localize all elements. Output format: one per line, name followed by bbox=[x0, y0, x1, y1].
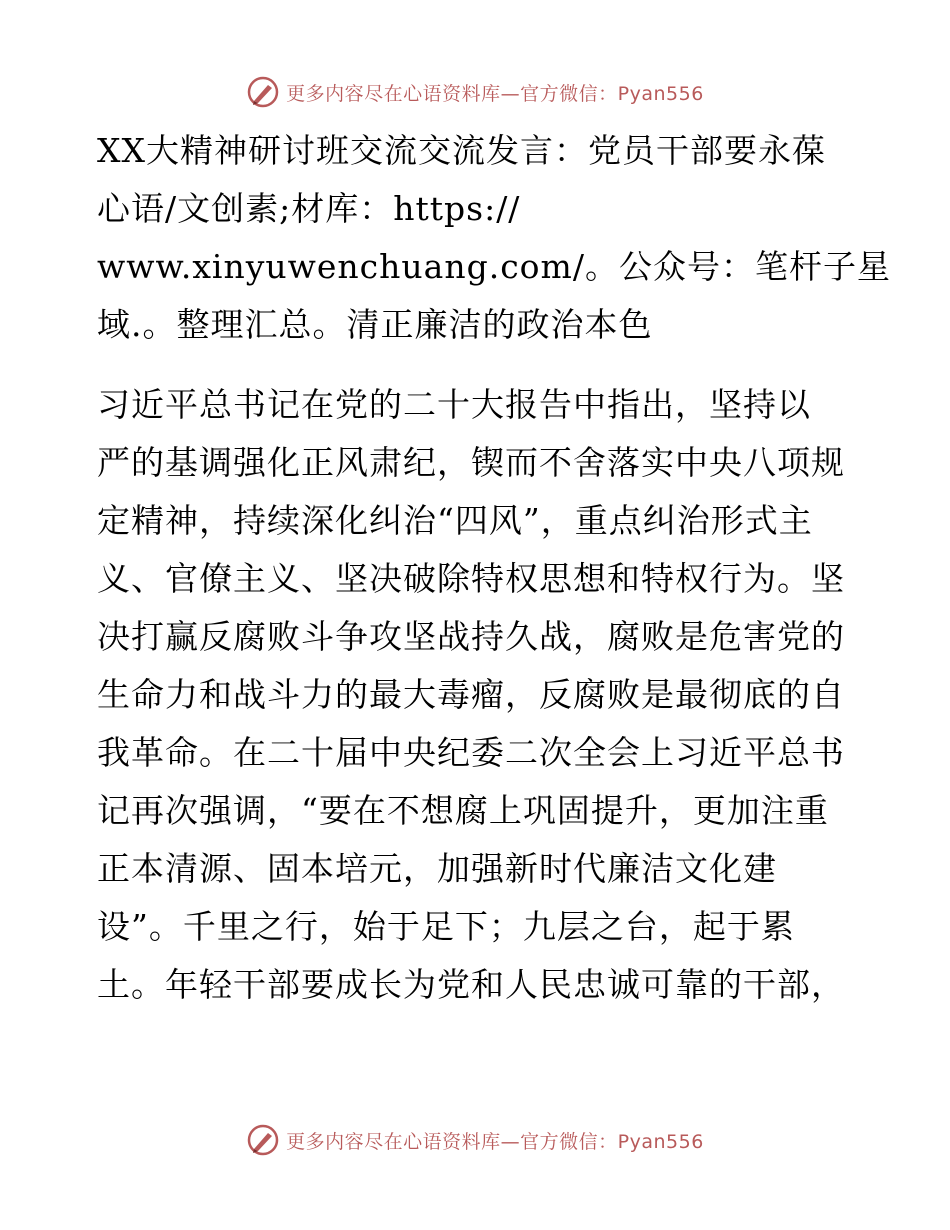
body-line: 生命力和战斗力的最大毒瘤，反腐败是最彻底的自 bbox=[97, 675, 845, 714]
footer-banner-text: 更多内容尽在心语资料库—官方微信：Pyan556 bbox=[286, 1130, 704, 1153]
title-line: 域.。整理汇总。清正廉洁的政治本色 bbox=[97, 305, 653, 344]
body-line: 我革命。在二十届中央纪委二次全会上习近平总书 bbox=[97, 733, 845, 772]
paragraph-gap bbox=[97, 354, 857, 376]
document-body bbox=[97, 122, 891, 1014]
body-line: 严的基调强化正风肃纪，锲而不舍落实中央八项规 bbox=[97, 443, 845, 482]
body-line: 定精神，持续深化纠治“四风”，重点纠治形式主 bbox=[97, 501, 813, 540]
body-line: 设”。千里之行，始于足下；九层之台，起于累 bbox=[97, 907, 795, 946]
pen-circle-logo-icon bbox=[246, 1123, 280, 1157]
footer-banner bbox=[0, 1118, 950, 1162]
body-line: 正本清源、固本培元，加强新时代廉洁文化建 bbox=[97, 849, 777, 888]
body-line: 决打赢反腐败斗争攻坚战持久战，腐败是危害党的 bbox=[97, 617, 845, 656]
body-line: 义、官僚主义、坚决破除特权思想和特权行为。坚 bbox=[97, 559, 845, 598]
body-line: 土。年轻干部要成长为党和人民忠诚可靠的干部， bbox=[97, 965, 845, 1004]
document-title bbox=[97, 122, 891, 354]
title-line: XX大精神研讨班交流交流发言：党员干部要永葆 bbox=[97, 131, 826, 170]
body-line: 记再次强调，“要在不想腐上巩固提升，更加注重 bbox=[97, 791, 829, 830]
pen-circle-logo-icon bbox=[246, 75, 280, 109]
header-banner-text: 更多内容尽在心语资料库—官方微信：Pyan556 bbox=[286, 82, 704, 105]
title-line: www.xinyuwenchuang.com/。公众号：笔杆子星 bbox=[97, 247, 891, 286]
header-banner bbox=[0, 70, 950, 114]
body-line: 习近平总书记在党的二十大报告中指出，坚持以 bbox=[97, 385, 811, 424]
body-paragraph bbox=[97, 376, 857, 1014]
title-line: 心语/文创素;材库：https:// bbox=[97, 189, 521, 228]
